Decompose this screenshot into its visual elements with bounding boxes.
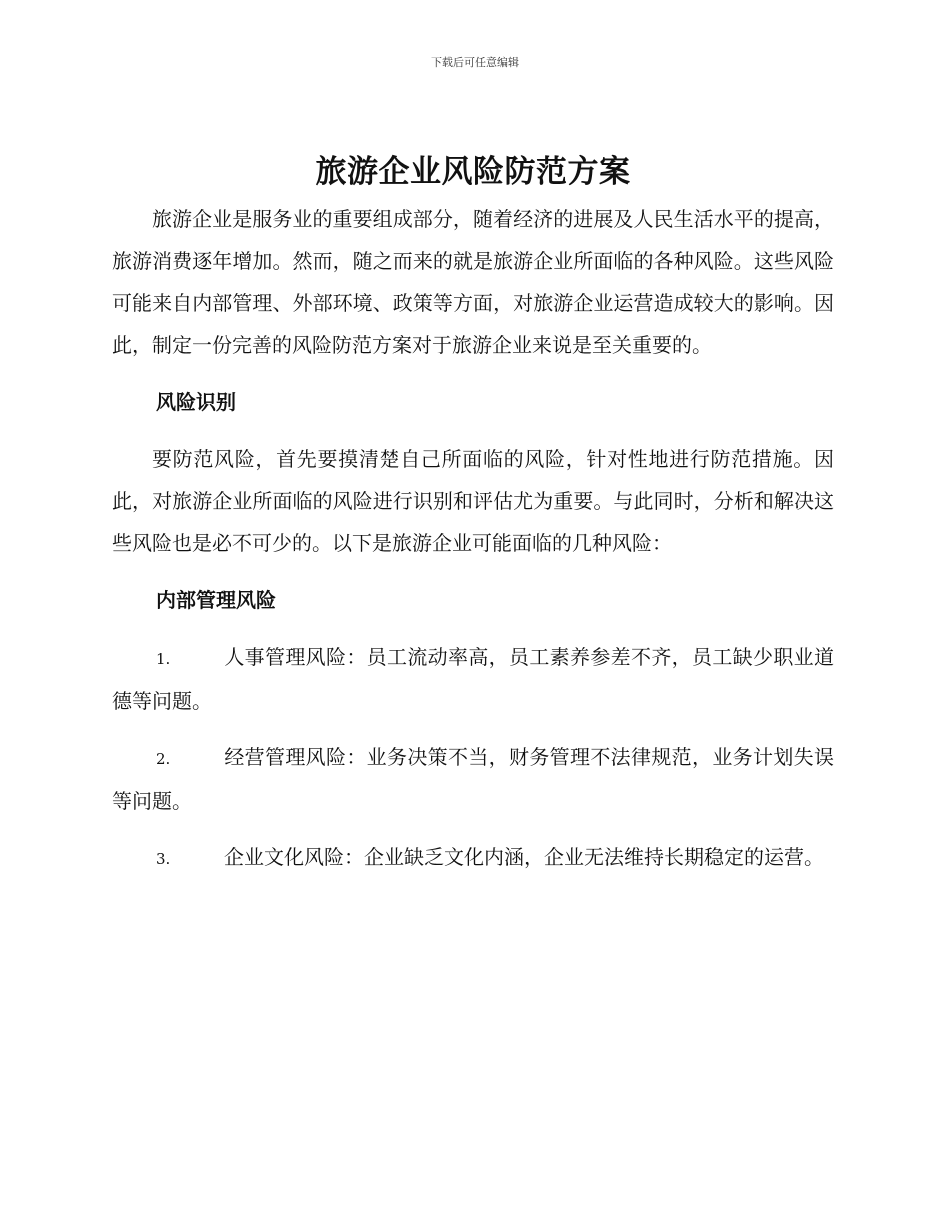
document-body [112, 150, 834, 894]
section-heading-internal-management-risk: 内部管理风险 [156, 588, 276, 612]
list-item [112, 836, 834, 880]
list-item [112, 736, 834, 822]
document-title: 旅游企业风险防范方案 [315, 154, 631, 190]
list-item [112, 636, 834, 722]
risk-identification-paragraph: 要防范风险，首先要摸清楚自己所面临的风险，针对性地进行防范措施。因此，对旅游企业所面临的风险进行识别和评估尤为重要。与此同时，分析和解决这些风险也是必不可少的。以下是旅游企业可能面临的几种风险： [112, 447, 834, 555]
list-item-text: 经营管理风险：业务决策不当，财务管理不法律规范，业务计划失误等问题。 [112, 745, 834, 813]
list-item-number: 2. [156, 750, 171, 768]
intro-paragraph: 旅游企业是服务业的重要组成部分，随着经济的进展及人民生活水平的提高，旅游消费逐年增加。然而，随之而来的就是旅游企业所面临的各种风险。这些风险可能来自内部管理、外部环境、政策等方面，对旅游企业运营造成较大的影响。因此，制定一份完善的风险防范方案对于旅游企业来说是至关重要的。 [112, 207, 834, 357]
section-heading-risk-identification: 风险识别 [156, 390, 236, 414]
header-note: 下载后可任意编辑 [431, 56, 519, 69]
list-item-text: 企业文化风险：企业缺乏文化内涵，企业无法维持长期稳定的运营。 [224, 845, 824, 869]
list-item-number: 1. [156, 650, 171, 668]
list-item-text: 人事管理风险：员工流动率高，员工素养参差不齐，员工缺少职业道德等问题。 [112, 645, 834, 713]
list-item-number: 3. [156, 850, 171, 868]
internal-risk-list [112, 636, 834, 880]
